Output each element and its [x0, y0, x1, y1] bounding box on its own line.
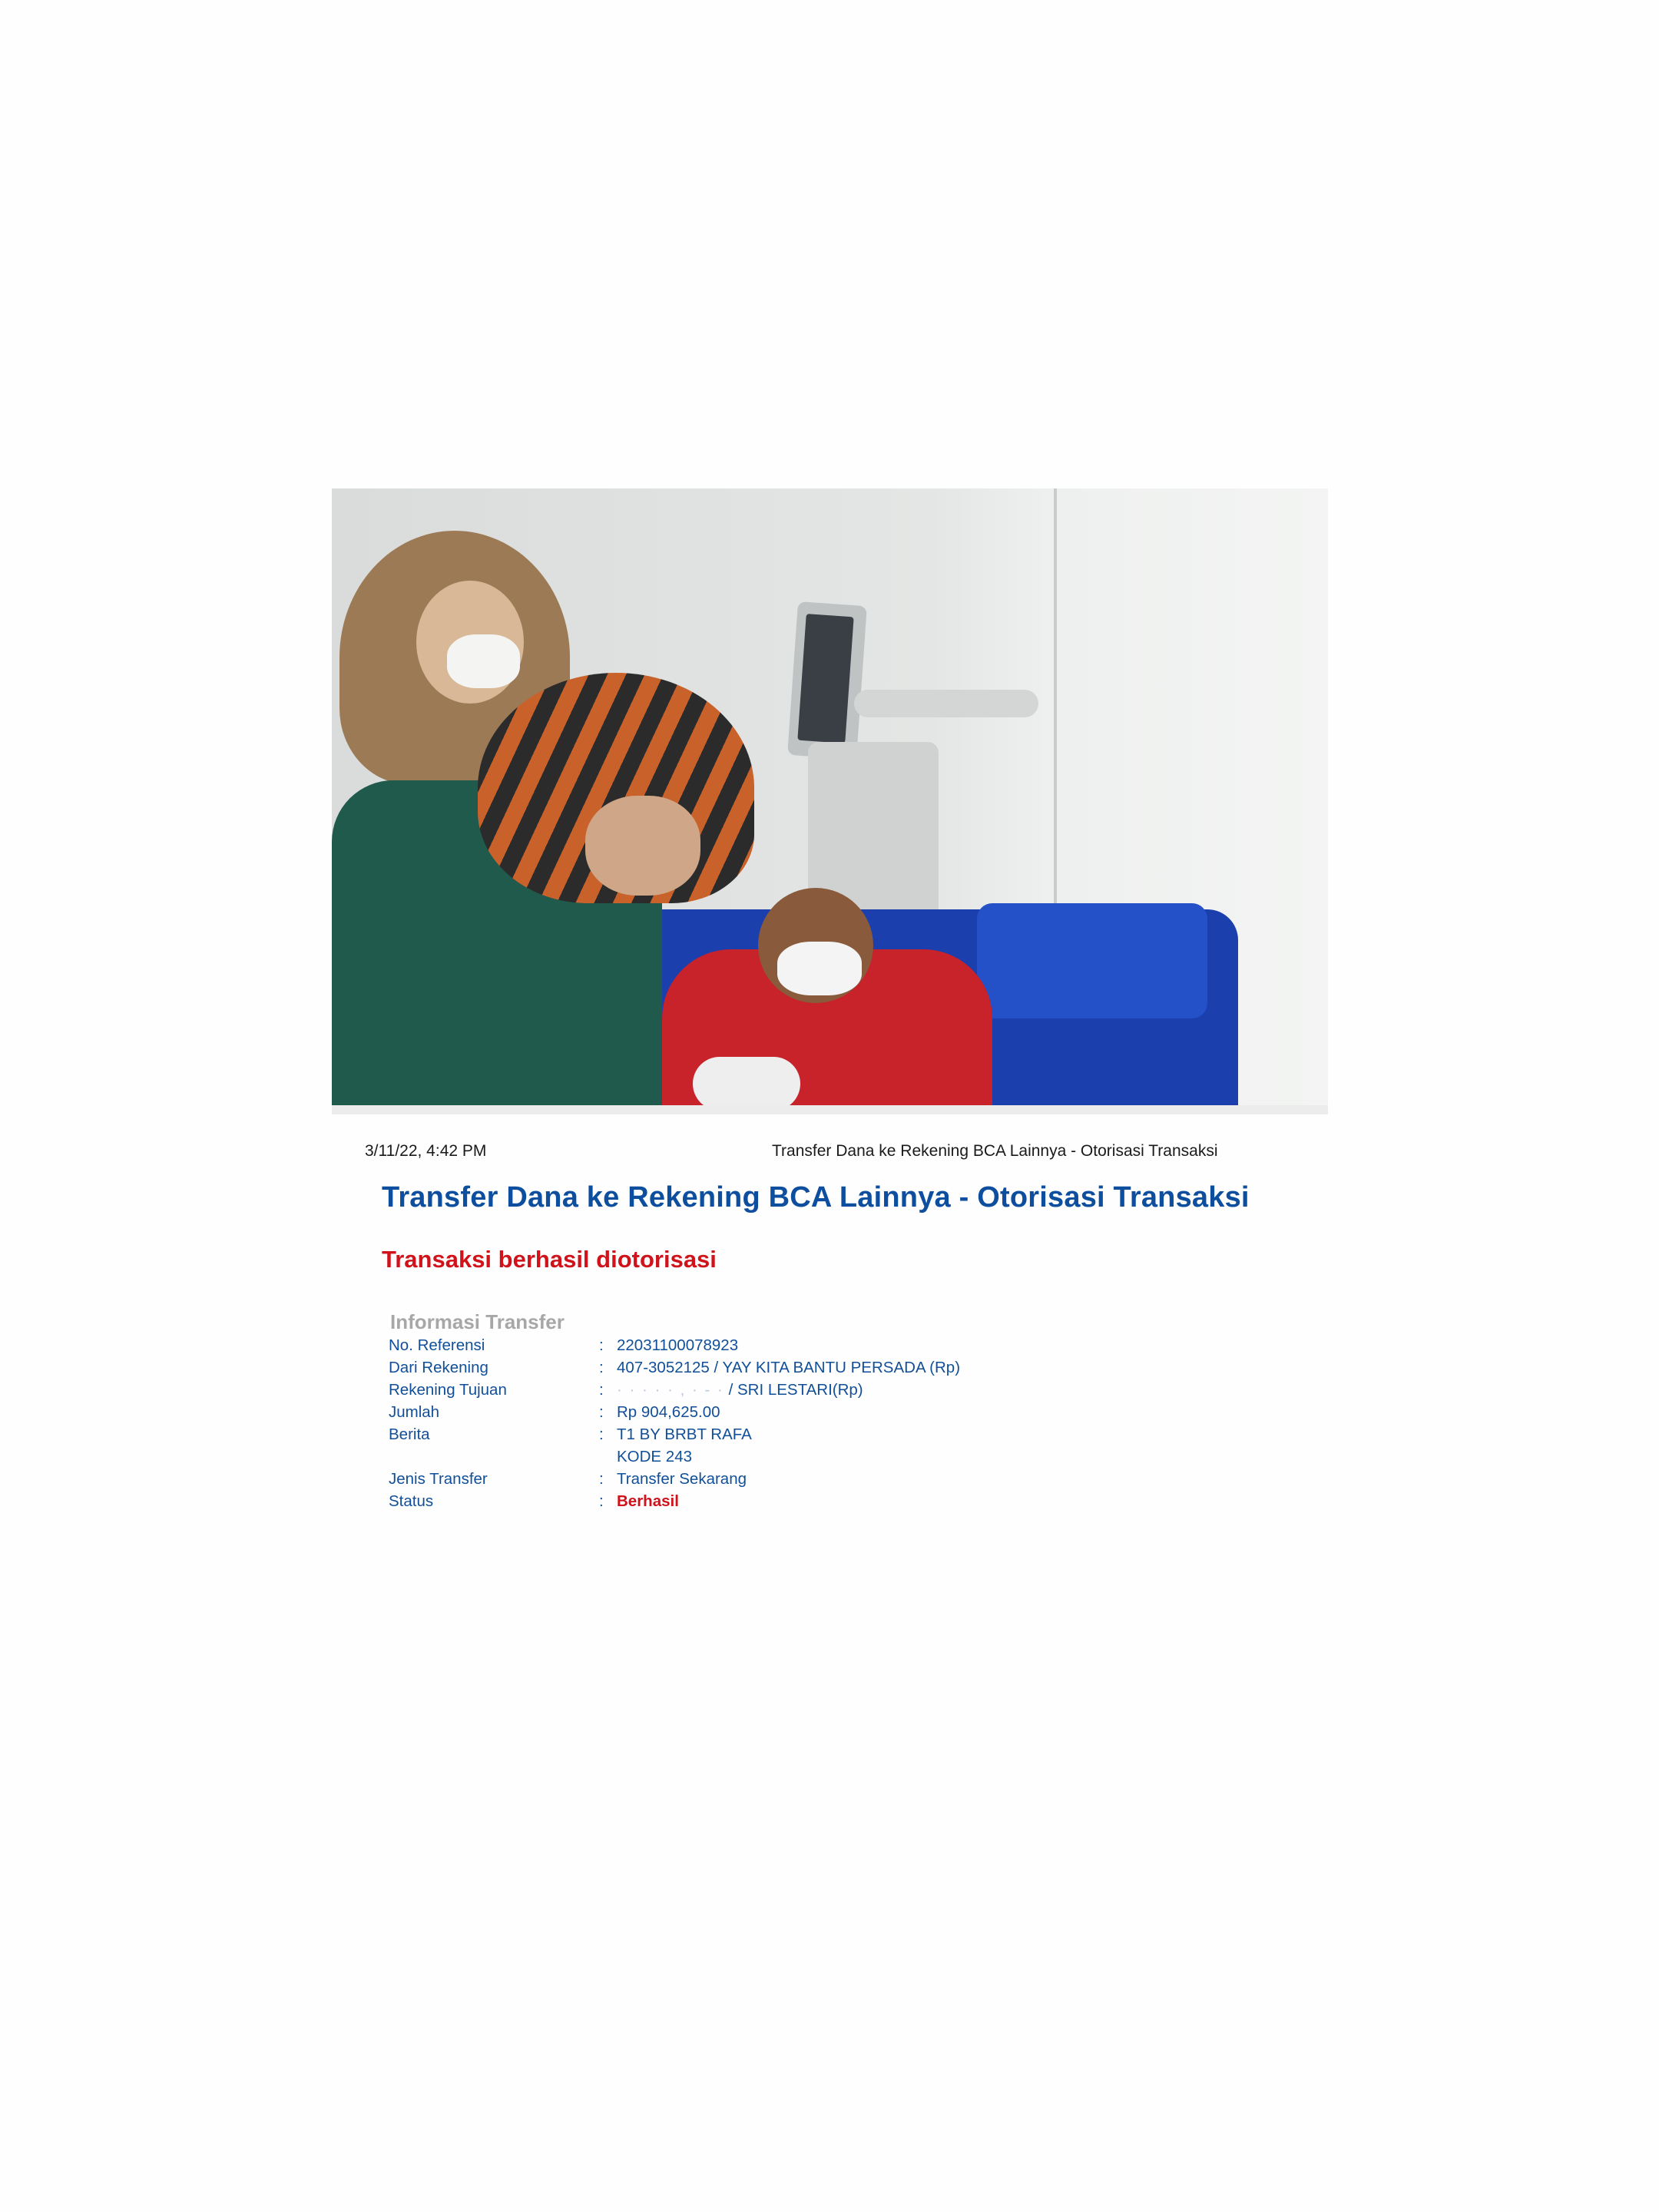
doctor-face [585, 796, 700, 896]
berita-line-2: KODE 243 [617, 1448, 692, 1465]
value-status: Berhasil [617, 1492, 679, 1510]
label-status: Status [389, 1492, 434, 1510]
photo-divider [332, 1105, 1328, 1114]
face-mask [447, 634, 520, 688]
colon: : [599, 1359, 604, 1376]
value-rekening-tujuan [617, 1381, 863, 1399]
value-jumlah: Rp 904,625.00 [617, 1403, 720, 1421]
status-message: Transaksi berhasil diotorisasi [382, 1246, 717, 1273]
label-no-referensi: No. Referensi [389, 1336, 485, 1354]
value-no-referensi: 22031100078923 [617, 1336, 739, 1354]
bed-pillow [977, 903, 1207, 1018]
label-jenis-transfer: Jenis Transfer [389, 1470, 488, 1488]
value-jenis-transfer: Transfer Sekarang [617, 1470, 747, 1488]
monitor-arm [854, 690, 1038, 717]
colon: : [599, 1470, 604, 1488]
colon: : [599, 1492, 604, 1510]
print-page-title: Transfer Dana ke Rekening BCA Lainnya - Otorisasi Transaksi [772, 1142, 1218, 1160]
print-timestamp: 3/11/22, 4:42 PM [365, 1142, 487, 1160]
hospital-photo [332, 488, 1328, 1105]
section-title: Informasi Transfer [390, 1310, 565, 1333]
label-dari-rekening: Dari Rekening [389, 1359, 488, 1376]
value-dari-rekening: 407-3052125 / YAY KITA BANTU PERSADA (Rp) [617, 1359, 961, 1376]
colon: : [599, 1426, 604, 1443]
colon: : [599, 1381, 604, 1399]
value-berita [617, 1426, 752, 1466]
colon: : [599, 1403, 604, 1421]
ultrasound-screen [797, 614, 853, 743]
label-jumlah: Jumlah [389, 1403, 440, 1421]
recipient-name: / SRI LESTARI(Rp) [728, 1381, 863, 1399]
colon: : [599, 1336, 604, 1354]
label-berita: Berita [389, 1426, 430, 1443]
label-rekening-tujuan: Rekening Tujuan [389, 1381, 507, 1399]
berita-line-1: T1 BY BRBT RAFA [617, 1426, 752, 1443]
page-title: Transfer Dana ke Rekening BCA Lainnya - Otorisasi Transaksi [382, 1181, 1250, 1214]
child-mask [777, 942, 862, 995]
redacted-account-number: · · · · · , · ‐ · [617, 1381, 724, 1399]
gloved-hand [693, 1057, 800, 1105]
